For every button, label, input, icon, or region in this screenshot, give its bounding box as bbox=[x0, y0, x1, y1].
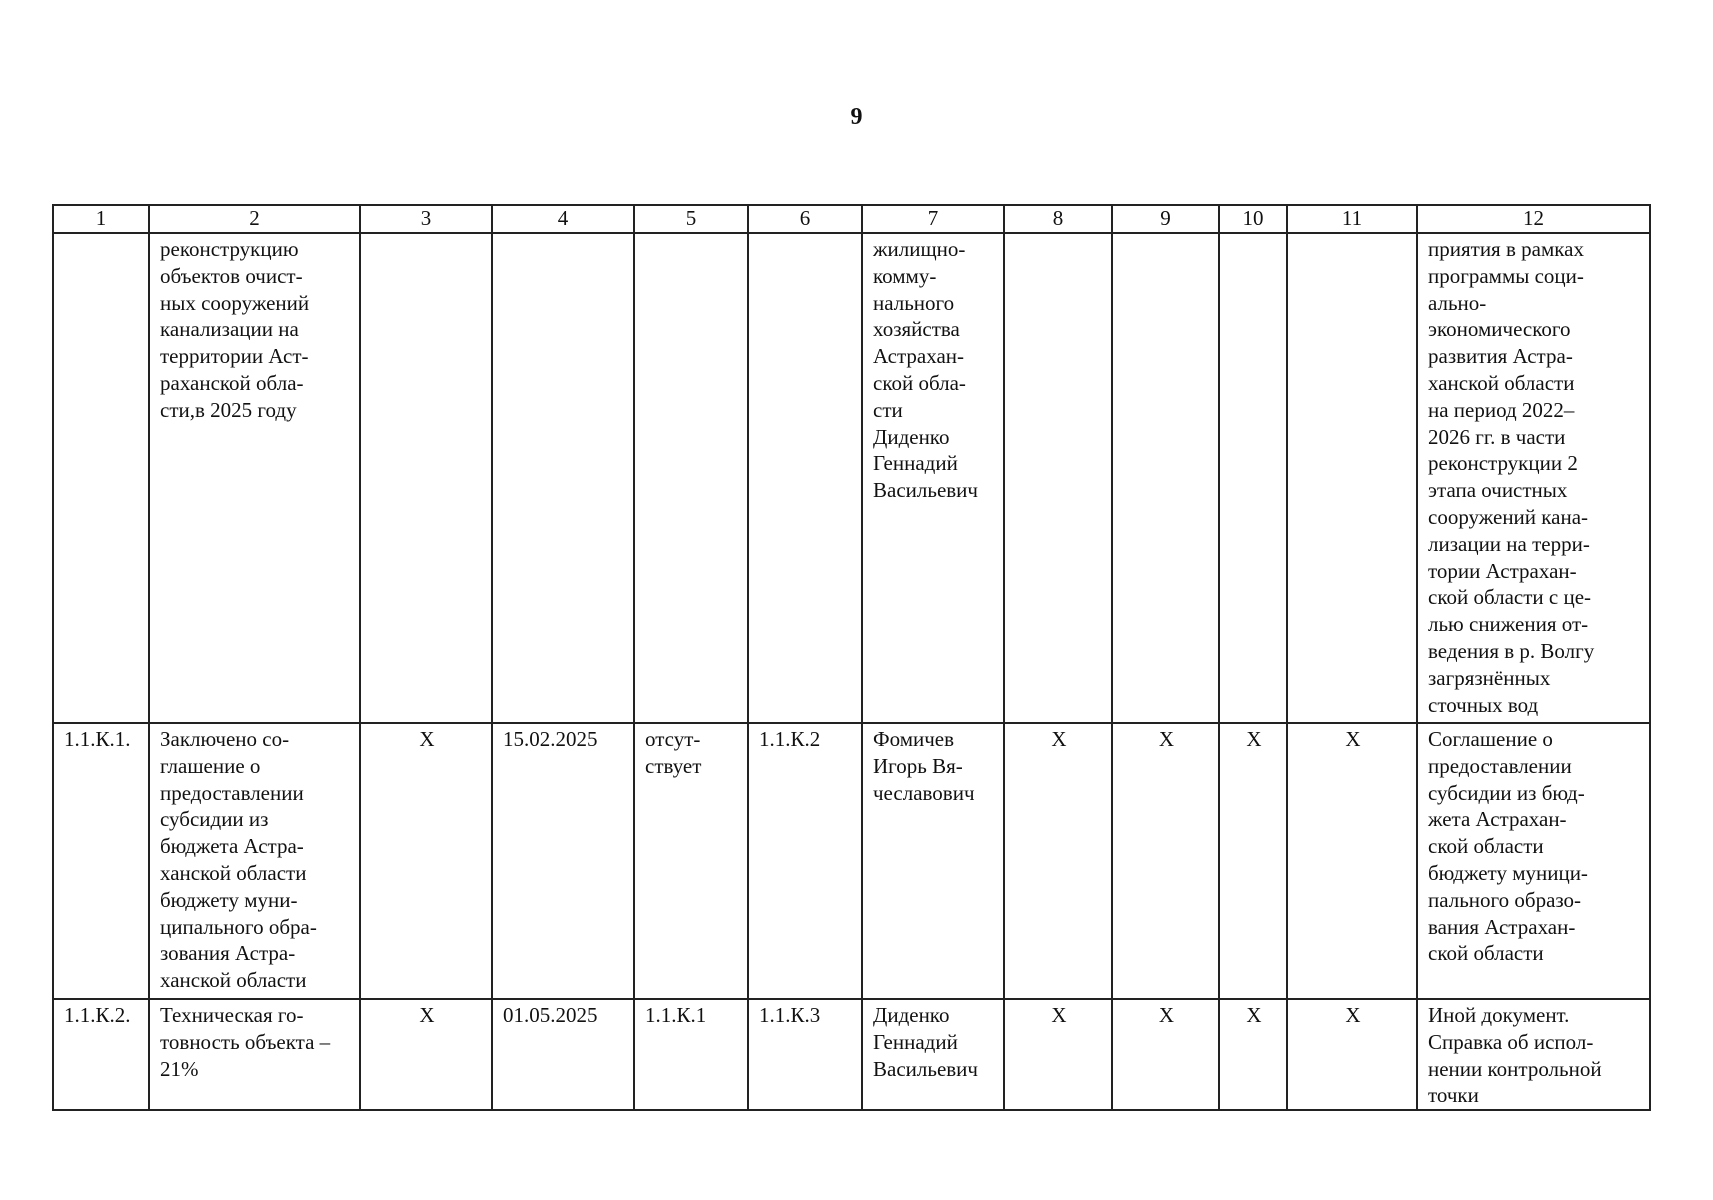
column-number: 1 bbox=[53, 205, 149, 233]
table-cell: X bbox=[1219, 999, 1287, 1110]
table-row bbox=[53, 723, 1650, 999]
table-cell: X bbox=[360, 723, 492, 999]
column-number: 3 bbox=[360, 205, 492, 233]
table-cell: приятия в рамках программы соци- ально- экономического развития Астра- ханской области на период 2022– 2026 гг. в части реконструкции 2 этапа очистных сооружений кана- лизации на терри- тории Астрахан- ской области с це- лью снижения от- ведения в р. Волгу загрязнённых сточных вод bbox=[1417, 233, 1650, 723]
column-number: 6 bbox=[748, 205, 862, 233]
table-cell bbox=[1219, 233, 1287, 723]
table-cell: X bbox=[1287, 723, 1417, 999]
table-row bbox=[53, 233, 1650, 723]
table-cell: X bbox=[1112, 723, 1219, 999]
table-cell: Техническая го- товность объекта – 21% bbox=[149, 999, 360, 1110]
table-cell: X bbox=[1219, 723, 1287, 999]
column-number: 12 bbox=[1417, 205, 1650, 233]
table-cell: X bbox=[1112, 999, 1219, 1110]
table-cell: Иной документ. Справка об испол- нении контрольной точки bbox=[1417, 999, 1650, 1110]
table-cell: X bbox=[360, 999, 492, 1110]
column-number: 5 bbox=[634, 205, 748, 233]
table-cell: X bbox=[1004, 723, 1112, 999]
table-cell: X bbox=[1287, 999, 1417, 1110]
table-cell bbox=[1287, 233, 1417, 723]
table-cell: жилищно- комму- нального хозяйства Астрахан- ской обла- сти Диденко Геннадий Васильевич bbox=[862, 233, 1004, 723]
table-cell bbox=[634, 233, 748, 723]
table-cell: Заключено со- глашение о предоставлении субсидии из бюджета Астра- ханской области бюджету муни- ципального обра- зования Астра- ханской области bbox=[149, 723, 360, 999]
table-cell: 01.05.2025 bbox=[492, 999, 634, 1110]
column-number: 8 bbox=[1004, 205, 1112, 233]
table-cell: отсут- ствует bbox=[634, 723, 748, 999]
table-cell: X bbox=[1004, 999, 1112, 1110]
table-cell bbox=[492, 233, 634, 723]
table-cell bbox=[360, 233, 492, 723]
control-points-table bbox=[52, 204, 1651, 1111]
table-cell bbox=[53, 233, 149, 723]
table-cell bbox=[748, 233, 862, 723]
table-cell: 15.02.2025 bbox=[492, 723, 634, 999]
table-cell bbox=[1004, 233, 1112, 723]
table-row bbox=[53, 999, 1650, 1110]
column-number: 4 bbox=[492, 205, 634, 233]
column-number-row bbox=[53, 205, 1650, 233]
table-cell: 1.1.К.2 bbox=[748, 723, 862, 999]
column-number: 9 bbox=[1112, 205, 1219, 233]
table-cell: 1.1.К.1. bbox=[53, 723, 149, 999]
table-cell: Соглашение о предоставлении субсидии из бюд- жета Астрахан- ской области бюджету муници- пального образо- вания Астрахан- ской области bbox=[1417, 723, 1650, 999]
table-cell: Фомичев Игорь Вя- чеславович bbox=[862, 723, 1004, 999]
column-number: 11 bbox=[1287, 205, 1417, 233]
table-cell: 1.1.К.2. bbox=[53, 999, 149, 1110]
table-cell: 1.1.К.1 bbox=[634, 999, 748, 1110]
table-cell: 1.1.К.3 bbox=[748, 999, 862, 1110]
column-number: 10 bbox=[1219, 205, 1287, 233]
table-cell bbox=[1112, 233, 1219, 723]
table-cell: реконструкцию объектов очист- ных сооружений канализации на территории Аст- раханской обла- сти,в 2025 году bbox=[149, 233, 360, 723]
page-number: 9 bbox=[850, 104, 863, 130]
column-number: 7 bbox=[862, 205, 1004, 233]
table-cell: Диденко Геннадий Васильевич bbox=[862, 999, 1004, 1110]
column-number: 2 bbox=[149, 205, 360, 233]
